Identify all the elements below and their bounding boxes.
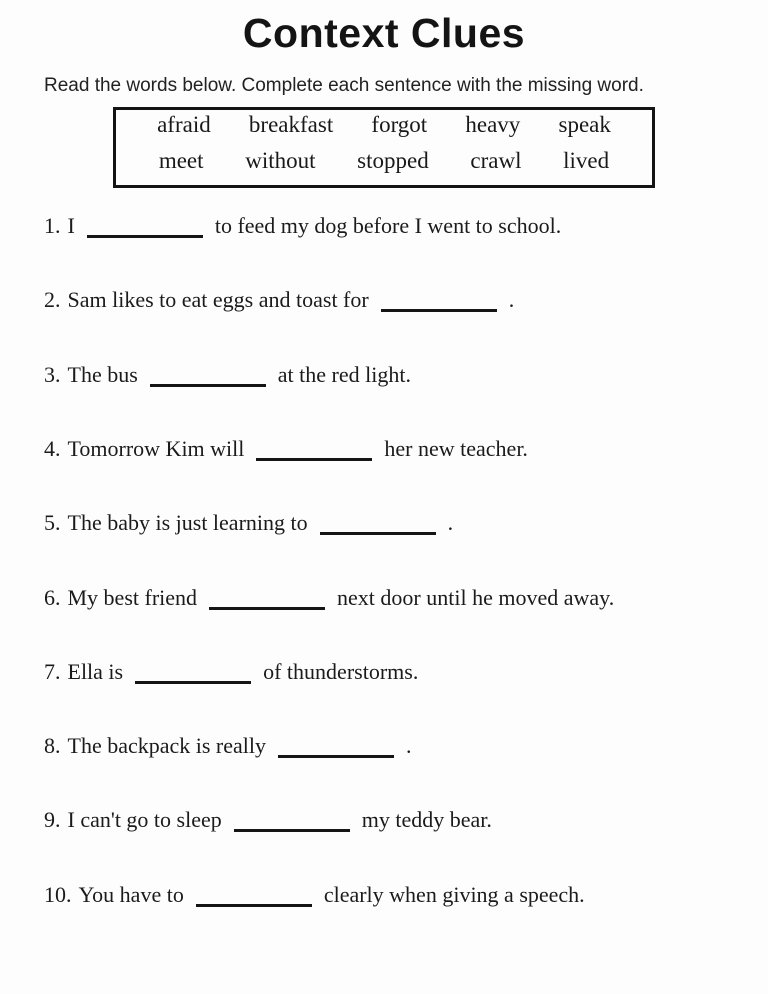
question-text-after: at the red light. xyxy=(277,362,411,387)
word-bank-word: afraid xyxy=(157,112,211,137)
question-text-after: her new teacher. xyxy=(384,436,528,461)
question-text-before: The bus xyxy=(67,362,138,387)
question-text-before: Sam likes to eat eggs and toast for xyxy=(67,287,369,312)
answer-blank-2[interactable] xyxy=(381,291,497,312)
word-bank-word: meet xyxy=(158,147,204,173)
word-bank-word: lived xyxy=(563,147,610,173)
word-bank-word: heavy xyxy=(465,112,521,137)
question-text-after: clearly when giving a speech. xyxy=(323,882,585,907)
question-text-before: I xyxy=(67,213,75,238)
question-text-before: The backpack is really xyxy=(67,733,267,758)
question-row-9 xyxy=(44,806,492,833)
worksheet-title: Context Clues xyxy=(242,10,526,56)
question-text-after: . xyxy=(508,287,515,312)
question-text-after: . xyxy=(447,510,454,535)
question-number: 9. xyxy=(44,807,61,832)
question-number: 5. xyxy=(44,510,61,535)
word-bank-word: crawl xyxy=(470,147,522,173)
question-row-3 xyxy=(44,361,411,388)
answer-blank-5[interactable] xyxy=(320,514,436,535)
question-row-7 xyxy=(44,658,418,685)
question-number: 6. xyxy=(44,585,61,610)
question-number: 8. xyxy=(44,733,61,758)
question-number: 3. xyxy=(44,362,61,387)
question-text-before: Tomorrow Kim will xyxy=(67,436,245,461)
question-number: 2. xyxy=(44,287,61,312)
question-text-before: My best friend xyxy=(67,585,198,610)
question-row-6 xyxy=(44,584,614,611)
question-number: 1. xyxy=(44,213,61,238)
question-number: 7. xyxy=(44,659,61,684)
question-text-before: You have to xyxy=(78,882,184,907)
answer-blank-8[interactable] xyxy=(278,737,394,758)
word-bank-word: speak xyxy=(558,112,611,137)
question-row-1 xyxy=(44,212,561,239)
worksheet-instructions: Read the words below. Complete each sentence with the missing word. xyxy=(44,75,644,96)
question-row-10 xyxy=(44,881,585,908)
word-bank-row xyxy=(138,112,630,148)
question-text-before: The baby is just learning to xyxy=(67,510,308,535)
question-text-after: . xyxy=(406,733,412,758)
answer-blank-4[interactable] xyxy=(256,440,372,461)
question-number: 4. xyxy=(44,436,61,461)
question-text-after: next door until he moved away. xyxy=(337,585,615,610)
word-bank-word: breakfast xyxy=(248,112,334,137)
answer-blank-6[interactable] xyxy=(209,589,325,610)
question-text-before: I can't go to sleep xyxy=(67,807,222,832)
question-text-after: my teddy bear. xyxy=(361,807,492,832)
question-text-after: of thunderstorms. xyxy=(263,659,419,684)
question-text-after: to feed my dog before I went to school. xyxy=(214,213,562,238)
word-bank-word: without xyxy=(245,147,316,173)
question-row-5 xyxy=(44,509,453,536)
word-bank-row xyxy=(138,148,630,184)
answer-blank-10[interactable] xyxy=(196,886,312,907)
question-row-8 xyxy=(44,732,412,759)
answer-blank-3[interactable] xyxy=(150,366,266,387)
question-row-4 xyxy=(44,435,528,462)
question-text-before: Ella is xyxy=(67,659,124,684)
answer-blank-1[interactable] xyxy=(87,217,203,238)
word-bank-word: stopped xyxy=(357,147,429,173)
answer-blank-7[interactable] xyxy=(135,663,251,684)
answer-blank-9[interactable] xyxy=(234,811,350,832)
question-number: 10. xyxy=(44,882,72,907)
question-row-2 xyxy=(44,286,514,313)
word-bank-word: forgot xyxy=(371,112,428,137)
word-bank-box xyxy=(113,107,655,188)
